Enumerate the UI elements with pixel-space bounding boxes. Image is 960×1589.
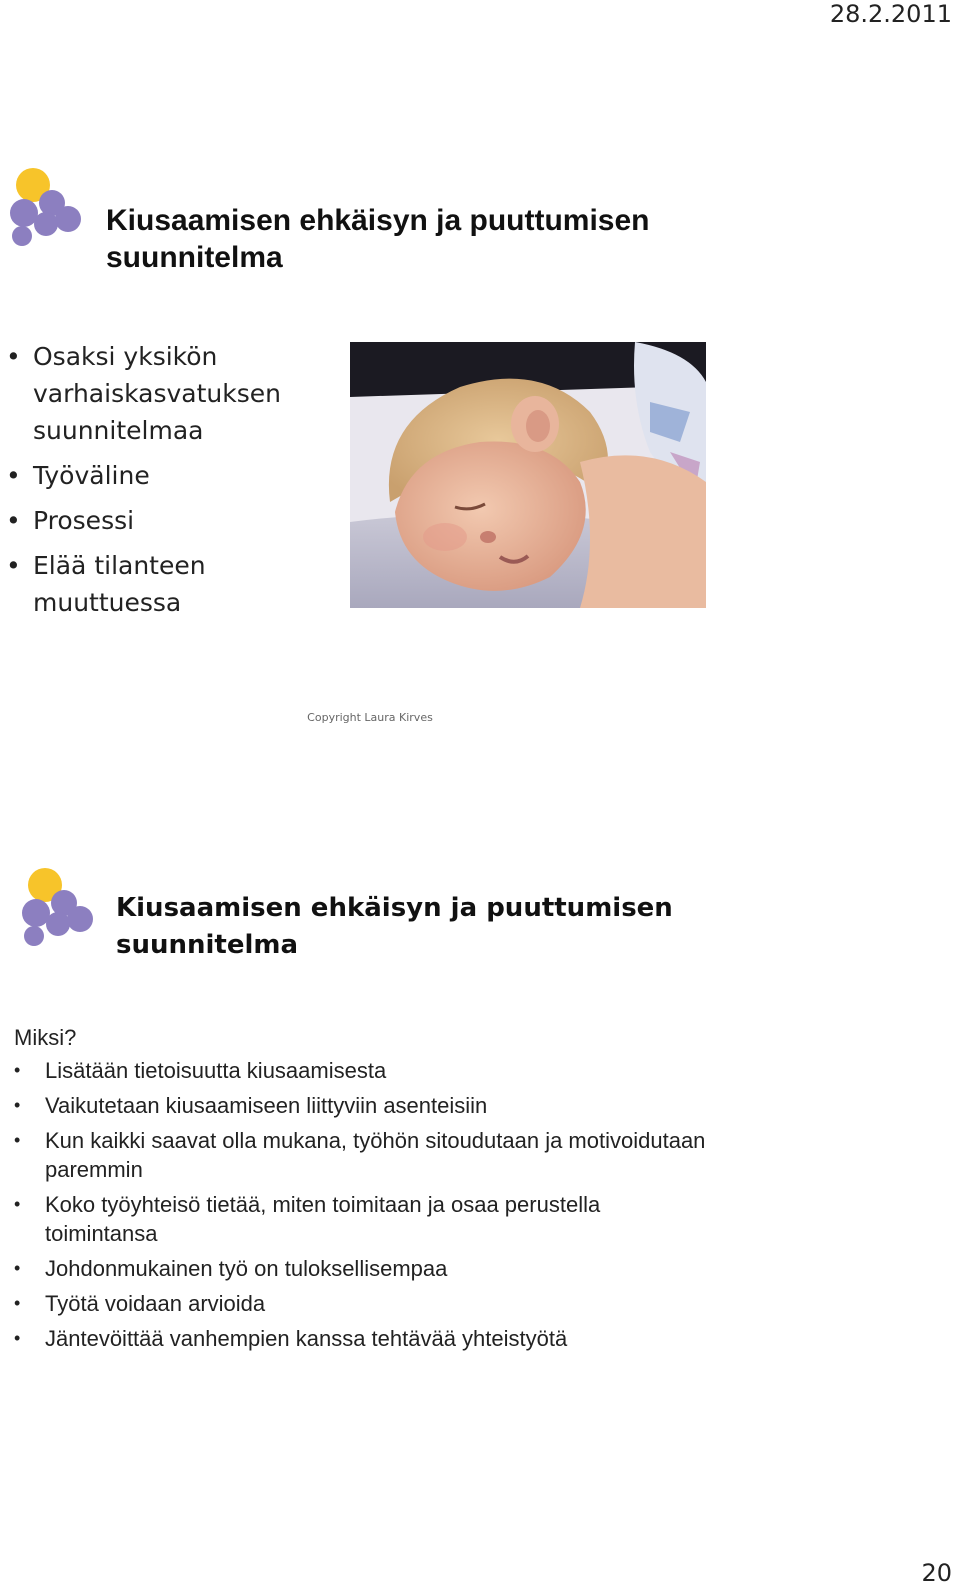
slide2-title: Kiusaamisen ehkäisyn ja puuttumisen suunnitelma bbox=[116, 893, 673, 960]
list-item: • Koko työyhteisö tietää, miten toimitaan ja osaa perustella toimintansa bbox=[14, 1190, 714, 1248]
list-item: • Lisätään tietoisuutta kiusaamisesta bbox=[14, 1056, 714, 1085]
list-item: • Prosessi bbox=[6, 502, 336, 539]
logo-icon bbox=[20, 866, 96, 946]
list-item: • Osaksi yksikön varhaiskasvatuksen suunnitelmaa bbox=[6, 338, 336, 449]
slide1-title: Kiusaamisen ehkäisyn ja puuttumisen suunnitelma bbox=[106, 204, 650, 274]
list-item: • Elää tilanteen muuttuessa bbox=[6, 547, 336, 621]
list-item: • Kun kaikki saavat olla mukana, työhön sitoudutaan ja motivoidutaan paremmin bbox=[14, 1126, 714, 1184]
copyright-text: Copyright Laura Kirves bbox=[307, 711, 433, 724]
slide1-bullet-list bbox=[6, 338, 336, 629]
slide2-bullet-list bbox=[14, 1056, 714, 1359]
why-label: Miksi? bbox=[14, 1025, 77, 1050]
logo-icon bbox=[8, 166, 84, 246]
page-date: 28.2.2011 bbox=[829, 0, 952, 28]
sleeping-child-photo bbox=[350, 342, 706, 608]
list-item: • Työtä voidaan arvioida bbox=[14, 1289, 714, 1318]
page-number: 20 bbox=[921, 1559, 952, 1587]
list-item: • Työväline bbox=[6, 457, 336, 494]
list-item: • Jäntevöittää vanhempien kanssa tehtävää yhteistyötä bbox=[14, 1324, 714, 1353]
list-item: • Johdonmukainen työ on tuloksellisempaa bbox=[14, 1254, 714, 1283]
list-item: • Vaikutetaan kiusaamiseen liittyviin asenteisiin bbox=[14, 1091, 714, 1120]
